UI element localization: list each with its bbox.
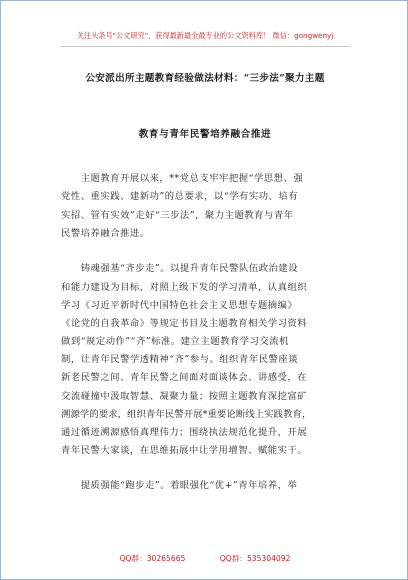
body-line: 制，让青年民警学透精神“齐”参与。组织青年民警座谈	[61, 354, 299, 365]
body-line: 和能力建设为目标，对照上级下发的学习清单，认真组织	[61, 282, 308, 293]
header-divider	[61, 46, 351, 47]
body-line: 《论党的自我革命》等规定书目及主题教育相关学习资料	[61, 318, 308, 329]
body-line: 党性、重实践、建新功”的总要求，以“学有实功、培有	[61, 191, 299, 202]
body-line: 溯源学的要求，组织青年民警开展*重要论断线上实践教育，	[61, 409, 312, 420]
body-line: 民警培养融合推进。	[61, 228, 150, 239]
body-line: 提质强能“跑步走”。着眼强化“优+”青年培养，举	[61, 480, 298, 491]
body-line: 铸魂强基“齐步走”。以提升青年民警队伍政治建设	[61, 263, 299, 274]
header-banner: 关注头条号"公文研究"，获得最新最全最专业的公文资料库！ 微信：gongwenyj	[76, 31, 334, 40]
body-line: 通过循迹溯源感悟真理伟力；围绕执法规范化提升，开展	[61, 427, 308, 438]
footer-qq-group-1: QQ群：30265665	[119, 554, 186, 563]
document-title-line-2: 教育与青年民警培养融合推进	[138, 129, 272, 140]
footer-qq-group-2: QQ群：535304092	[219, 554, 291, 563]
body-line: 做到“规定动作”“齐”标准。建立主题教育学习交流机	[61, 336, 289, 347]
body-line: 实招、管有实效”走好“三步法”，聚力主题教育与青年	[61, 210, 294, 221]
body-line: 学习《习近平新时代中国特色社会主义思想专题摘编》	[61, 300, 298, 311]
body-line: 主题教育开展以来，**党总支牢牢把握“学思想、强	[61, 173, 304, 184]
body-line: 新老民警之间、青年民警之间面对面谈体会、讲感受，在	[61, 372, 308, 383]
body-line: 交流碰撞中汲取智慧、凝聚力量；按照主题教育深挖富矿	[61, 391, 308, 402]
body-line: 青年民警大家谈，在思维拓展中让学用增智、赋能实干。	[61, 445, 308, 456]
document-title-line-1: 公安派出所主题教育经验做法材料：“三步法”聚力主题	[85, 73, 325, 84]
footer-contact	[1, 553, 408, 564]
